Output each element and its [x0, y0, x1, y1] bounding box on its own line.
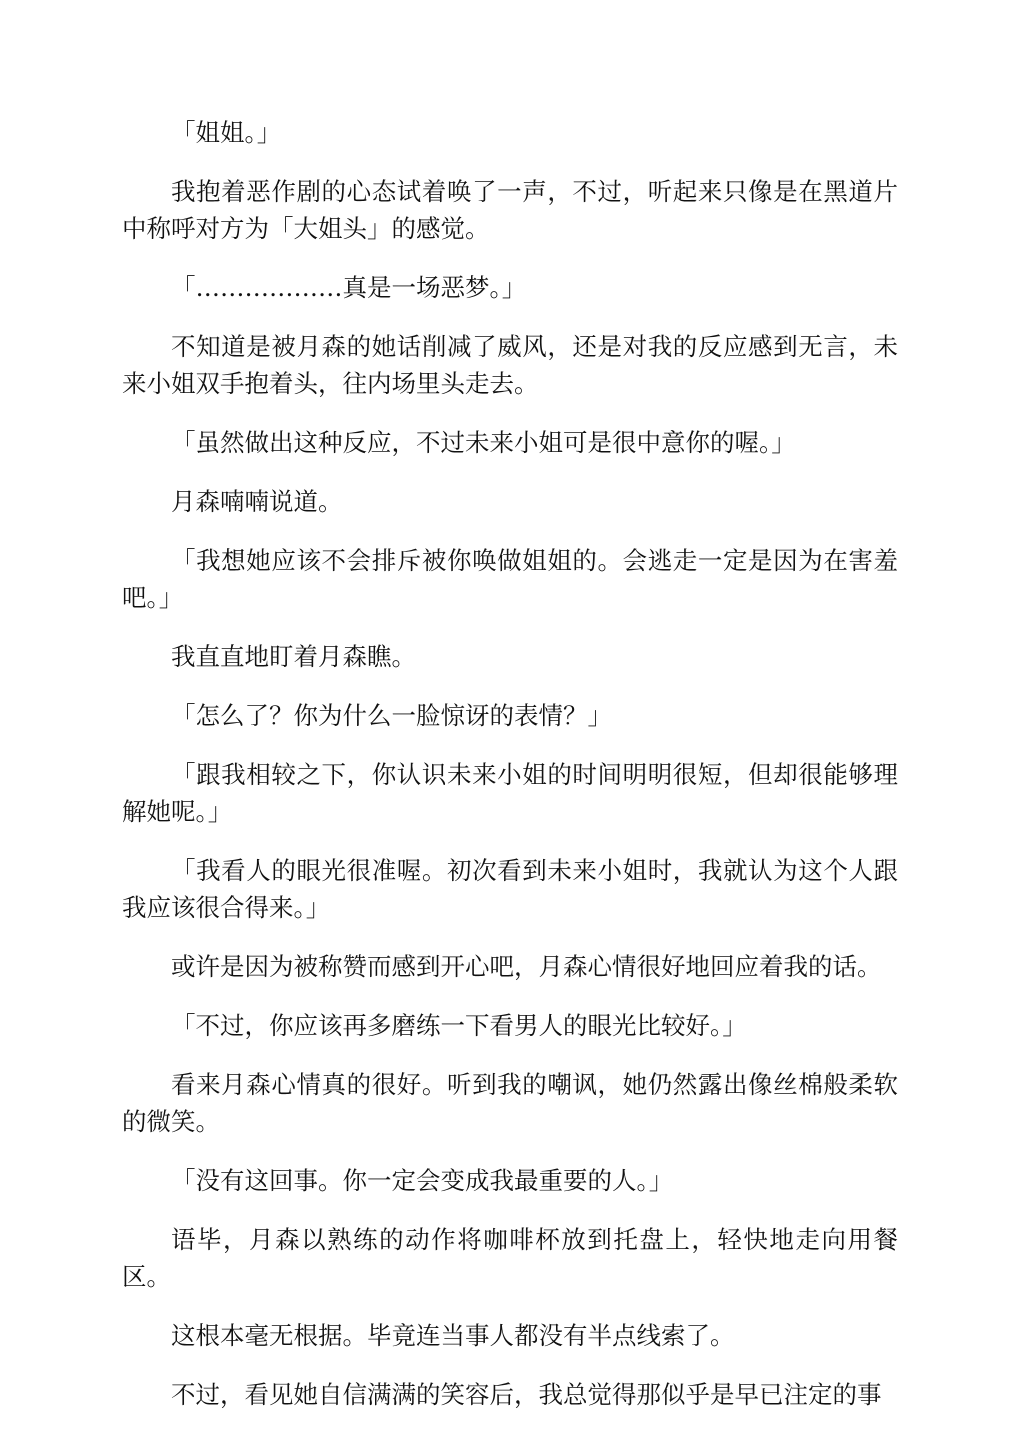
paragraph: 「………………真是一场恶梦。」 — [171, 273, 527, 302]
paragraph: 「姐姐。」 — [171, 118, 282, 147]
paragraph: 「我想她应该不会排斥被你唤做姐姐的。会逃走一定是因为在害羞吧。」 — [122, 546, 898, 612]
paragraph: 「跟我相较之下，你认识未来小姐的时间明明很短，但却很能够理解她呢。」 — [122, 760, 898, 826]
paragraph: 不知道是被月森的她话削减了威风，还是对我的反应感到无言，未来小姐双手抱着头，往内场里头走去。 — [122, 332, 898, 398]
novel-text-body — [122, 114, 898, 1435]
paragraph: 「虽然做出这种反应，不过未来小姐可是很中意你的喔。」 — [171, 428, 796, 457]
paragraph: 「没有这回事。你一定会变成我最重要的人。」 — [171, 1166, 674, 1195]
paragraph: 语毕，月森以熟练的动作将咖啡杯放到托盘上，轻快地走向用餐区。 — [122, 1225, 898, 1291]
paragraph: 月森喃喃说道。 — [171, 487, 343, 516]
paragraph: 「不过，你应该再多磨练一下看男人的眼光比较好。」 — [171, 1011, 747, 1040]
paragraph: 或许是因为被称赞而感到开心吧，月森心情很好地回应着我的话。 — [171, 952, 882, 981]
paragraph: 这根本毫无根据。毕竟连当事人都没有半点线索了。 — [171, 1321, 735, 1350]
paragraph: 「怎么了？你为什么一脸惊讶的表情？」 — [171, 701, 612, 730]
paragraph: 「我看人的眼光很准喔。初次看到未来小姐时，我就认为这个人跟我应该很合得来。」 — [122, 856, 898, 922]
paragraph: 不过，看见她自信满满的笑容后，我总觉得那似乎是早已注定的事 — [171, 1380, 882, 1409]
paragraph: 我直直地盯着月森瞧。 — [171, 642, 416, 671]
paragraph: 我抱着恶作剧的心态试着唤了一声，不过，听起来只像是在黑道片中称呼对方为「大姐头」的感觉。 — [122, 177, 898, 243]
paragraph: 看来月森心情真的很好。听到我的嘲讽，她仍然露出像丝棉般柔软的微笑。 — [122, 1070, 898, 1136]
